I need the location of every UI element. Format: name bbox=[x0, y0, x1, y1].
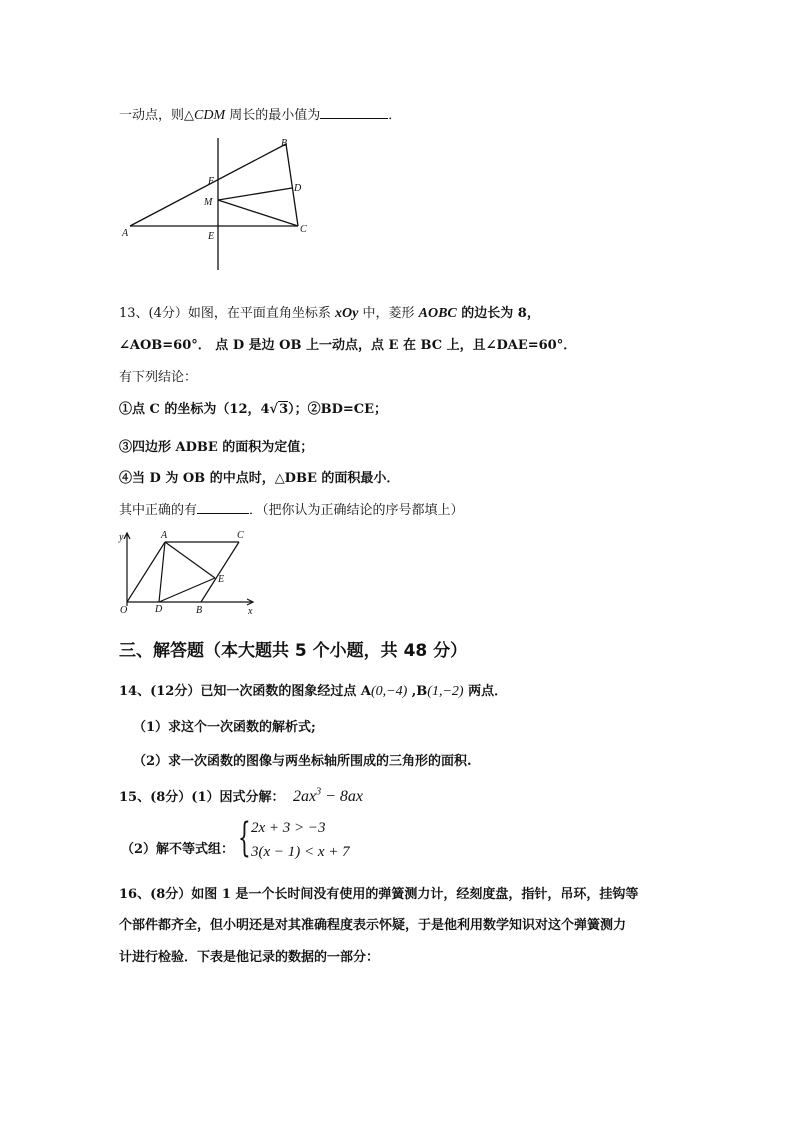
q15-expr-a: 2ax bbox=[293, 788, 317, 805]
q14-intro-a: 14、(12分）已知一次函数的图象经过点 A bbox=[119, 684, 371, 699]
fig2-label-e: E bbox=[218, 574, 225, 585]
q15-inequality-1: 2x + 3 > −3 bbox=[251, 820, 326, 836]
q13-conclusion-3: ③四边形 ADBE 的面积为定值； bbox=[119, 440, 314, 455]
q13-text-c: 的边长为 8， bbox=[456, 306, 540, 321]
figure-triangle-cdm bbox=[118, 134, 318, 274]
q13-ask-b: ．（把你认为正确结论的序号都填上） bbox=[249, 503, 464, 518]
q14-mid: ,B bbox=[407, 684, 428, 699]
q12-tail-line bbox=[119, 104, 401, 124]
q13-var-aobc: AOBC bbox=[418, 306, 457, 321]
fig2-label-b: B bbox=[196, 605, 203, 616]
fig1-label-b: B bbox=[281, 138, 288, 149]
fig2-label-o: O bbox=[120, 605, 128, 616]
q14-point-b: (1,−2) bbox=[427, 684, 464, 699]
q15-p1-expression bbox=[293, 788, 363, 805]
q15-expr-exponent: 3 bbox=[316, 786, 322, 798]
fig2-label-x: x bbox=[248, 606, 253, 617]
q14-part-1: （1）求这个一次函数的解析式; bbox=[133, 720, 316, 735]
fig2-label-c: C bbox=[237, 530, 244, 541]
q14-intro-b: 两点． bbox=[463, 684, 508, 699]
q12-var: CDM bbox=[194, 108, 226, 123]
q12-after: 周长的最小值为 bbox=[225, 108, 321, 123]
figure-rhombus-aobc bbox=[117, 528, 262, 618]
fig1-label-m: M bbox=[204, 197, 213, 208]
q15-system-brace: { bbox=[238, 815, 251, 861]
q16-line-3: 计进行检验．下表是他记录的数据的一部分： bbox=[119, 950, 380, 965]
fig2-label-a: A bbox=[161, 530, 168, 541]
q16-line-2: 个部件都齐全，但小明还是对其准确程度表示怀疑，于是他利用数学知识对这个弹簧测力 bbox=[119, 918, 627, 933]
q14-part-2: （2）求一次函数的图像与两坐标轴所围成的三角形的面积. bbox=[133, 754, 472, 769]
section-3-heading: 三、解答题（本大题共 5 个小题，共 48 分） bbox=[119, 641, 468, 661]
q13-line1 bbox=[119, 302, 540, 322]
q13-answer-blank[interactable] bbox=[197, 501, 249, 514]
q14-point-a: (0,−4) bbox=[370, 684, 408, 699]
q13-c1-a: ①点 C 的坐标为（12，4 bbox=[119, 402, 270, 417]
fig1-segment-md bbox=[218, 188, 292, 200]
q13-var-xoy: xOy bbox=[335, 306, 359, 321]
fig2-label-y: y bbox=[119, 532, 124, 543]
q13-c1-sqrt: 3 bbox=[279, 402, 289, 417]
q13-conclusion-1: ①点 C 的坐标为（12，4√3）；②BD=CE； bbox=[119, 402, 388, 417]
q13-text-b: 中，菱形 bbox=[358, 306, 419, 321]
q14-intro bbox=[119, 680, 507, 700]
fig1-label-a: A bbox=[122, 228, 129, 239]
q13-conclusion-4: ④当 D 为 OB 的中点时，△DBE 的面积最小． bbox=[119, 471, 400, 486]
fig1-segment-mc bbox=[218, 200, 298, 226]
q13-ask-a: 其中正确的有 bbox=[119, 503, 198, 518]
q12-end: ． bbox=[388, 108, 402, 123]
fig2-segment-ae bbox=[165, 542, 215, 578]
fig1-label-f: F bbox=[208, 176, 215, 187]
q15-part-1 bbox=[119, 786, 363, 806]
q13-ask bbox=[119, 499, 464, 518]
q15-expr-b: − 8ax bbox=[321, 788, 364, 805]
q12-answer-blank[interactable] bbox=[320, 106, 388, 119]
fig1-label-c: C bbox=[300, 224, 307, 235]
fig1-label-d: D bbox=[294, 183, 302, 194]
q15-p1-label: 15、(8分）(1）因式分解： bbox=[119, 790, 285, 805]
fig1-label-e: E bbox=[208, 231, 215, 242]
fig2-label-d: D bbox=[155, 604, 163, 615]
q12-text: 一动点，则△ bbox=[119, 108, 194, 123]
fig2-segment-de bbox=[159, 578, 215, 602]
q13-line2: ∠AOB=60°． 点 D 是边 OB 上一动点，点 E 在 BC 上，且∠DAE=60°． bbox=[119, 338, 577, 353]
q13-line3: 有下列结论： bbox=[119, 370, 198, 385]
q16-line-1: 16、(8分）如图 1 是一个长时间没有使用的弹簧测力计，经刻度盘，指针，吊环，挂钩等 bbox=[119, 887, 639, 902]
q13-text-a: 13、(4分）如图，在平面直角坐标系 bbox=[119, 306, 336, 321]
q15-part-2-label: （2）解不等式组： bbox=[121, 842, 235, 857]
q13-c1-b: ）；②BD=CE； bbox=[288, 402, 388, 417]
q15-inequality-2: 3(x − 1) < x + 7 bbox=[251, 844, 350, 860]
